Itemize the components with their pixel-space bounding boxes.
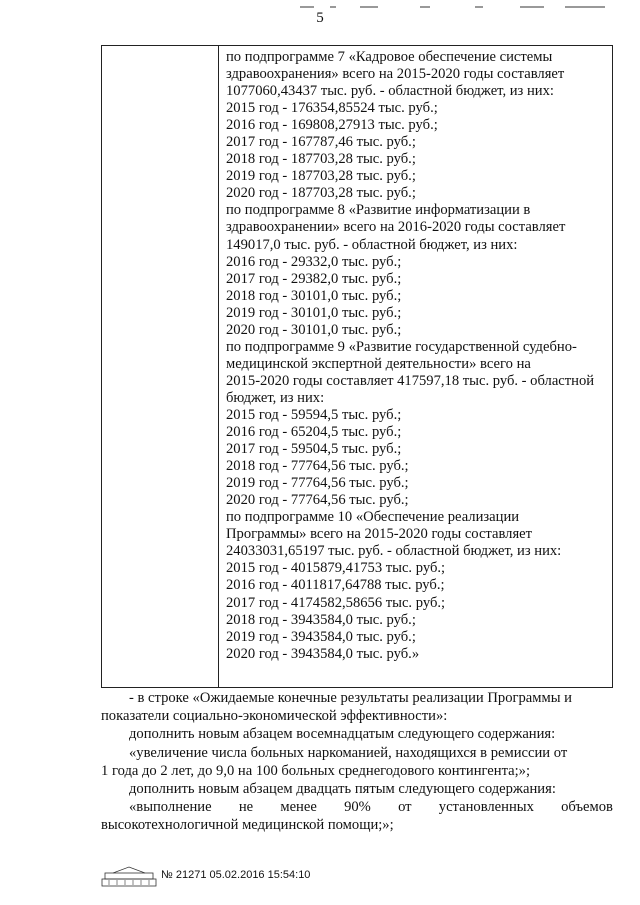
paragraph-word: менее	[280, 799, 317, 816]
table-line: бюджет, из них:	[226, 389, 325, 406]
page-number: 5	[316, 10, 324, 26]
table-line: 2016 год - 65204,5 тыс. руб.;	[226, 424, 402, 441]
table-line: 2017 год - 29382,0 тыс. руб.;	[226, 270, 402, 287]
paragraph-word: установленных	[438, 799, 534, 816]
table-line: 2020 год - 187703,28 тыс. руб.;	[226, 185, 416, 202]
table-line: 2018 год - 187703,28 тыс. руб.;	[226, 151, 416, 168]
table-line: по подпрограмме 7 «Кадровое обеспечение системы	[226, 49, 553, 65]
paragraph-line: дополнить новым абзацем двадцать пятым следующего содержания:	[129, 781, 556, 798]
table-line: 2015-2020 годы составляет 417597,18 тыс. руб. - областной	[226, 372, 595, 389]
paragraph-line: «увеличение числа больных наркоманией, находящихся в ремиссии от	[129, 744, 568, 761]
table-line: 2015 год - 4015879,41753 тыс. руб.;	[226, 560, 446, 577]
table-line: 2020 год - 30101,0 тыс. руб.;	[226, 321, 402, 338]
table-line: 2019 год - 187703,28 тыс. руб.;	[226, 168, 416, 185]
paragraph-line: 1 года до 2 лет, до 9,0 на 100 больных среднегодового контингента;»;	[101, 762, 531, 779]
paragraph-line-justified	[101, 798, 613, 816]
table-column-divider	[218, 46, 219, 687]
paragraph-word: «выполнение	[129, 799, 212, 816]
body-text	[101, 689, 613, 835]
registration-footer-text: № 21271 05.02.2016 15:54:10	[161, 869, 311, 881]
table-line: 24033031,65197 тыс. руб. - областной бюджет, из них:	[226, 543, 562, 560]
table-line: 2016 год - 4011817,64788 тыс. руб.;	[226, 577, 445, 594]
funding-table	[101, 45, 613, 688]
paragraph-line: - в строке «Ожидаемые конечные результаты реализации Программы и	[129, 690, 572, 706]
document-footer	[101, 865, 401, 887]
table-line: 149017,0 тыс. руб. - областной бюджет, из них:	[226, 236, 518, 253]
table-line: по подпрограмме 9 «Развитие государственной судебно-	[226, 338, 577, 355]
table-line: 1077060,43437 тыс. руб. - областной бюджет, из них:	[226, 83, 554, 100]
table-line: 2018 год - 30101,0 тыс. руб.;	[226, 287, 402, 304]
table-line: 2015 год - 59594,5 тыс. руб.;	[226, 406, 402, 423]
paragraph-line: высокотехнологичной медицинской помощи;»;	[101, 817, 394, 834]
table-line: Программы» всего на 2015-2020 годы составляет	[226, 526, 533, 543]
paragraph-word: от	[398, 799, 412, 816]
table-line: 2020 год - 3943584,0 тыс. руб.»	[226, 645, 420, 662]
table-line: 2019 год - 77764,56 тыс. руб.;	[226, 475, 409, 492]
table-line: 2018 год - 77764,56 тыс. руб.;	[226, 458, 409, 475]
table-line: 2015 год - 176354,85524 тыс. руб.;	[226, 100, 438, 117]
paragraph-word: не	[238, 799, 254, 816]
paragraph-line: показатели социально-экономической эффективности»:	[101, 708, 448, 725]
table-line: 2017 год - 167787,46 тыс. руб.;	[226, 134, 416, 151]
table-line: 2020 год - 77764,56 тыс. руб.;	[226, 492, 409, 509]
paragraph-word: 90%	[344, 799, 371, 816]
table-line: 2016 год - 29332,0 тыс. руб.;	[226, 253, 402, 270]
table-line: здравоохранения» всего на 2015-2020 годы составляет	[226, 66, 565, 83]
registration-stamp-icon	[101, 865, 157, 887]
table-line: по подпрограмме 10 «Обеспечение реализации	[226, 509, 520, 526]
table-line: здравоохранении» всего на 2016-2020 годы составляет	[226, 219, 566, 236]
table-line: 2018 год - 3943584,0 тыс. руб.;	[226, 611, 416, 628]
table-line: по подпрограмме 8 «Развитие информатизации в	[226, 202, 531, 219]
paragraph-word: объемов	[561, 799, 613, 816]
table-line: 2016 год - 169808,27913 тыс. руб.;	[226, 117, 438, 134]
table-line: 2019 год - 30101,0 тыс. руб.;	[226, 304, 402, 321]
table-line: 2017 год - 4174582,58656 тыс. руб.;	[226, 594, 446, 611]
table-line: 2019 год - 3943584,0 тыс. руб.;	[226, 628, 416, 645]
table-line: медицинской экспертной деятельности» всего на	[226, 355, 531, 372]
paragraph-line: дополнить новым абзацем восемнадцатым следующего содержания:	[129, 726, 556, 743]
table-line: 2017 год - 59504,5 тыс. руб.;	[226, 441, 402, 458]
table-content-cell	[226, 49, 612, 663]
